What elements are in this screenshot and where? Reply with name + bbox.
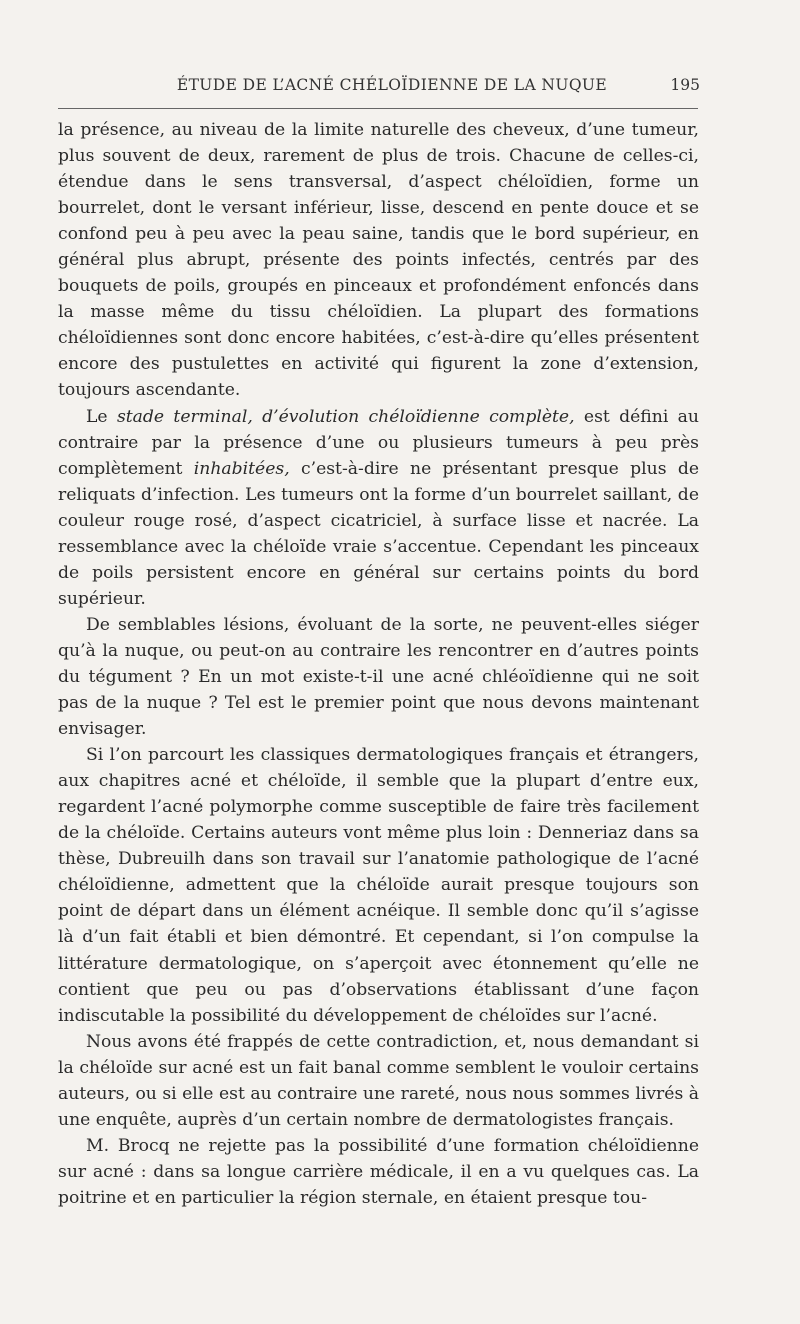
paragraph-2-part-e: c’est-à-dire ne présentant presque plus de reliquats d’infection. Les tumeurs ont la forme d’un bourrelet saillant, de couleur rouge rosé, d’aspect cicatriciel, à surface lisse et nacrée. La ressemblance avec la chéloïde vraie s’accentue. Cependant les pinceaux de poils persistent encore en général sur certains points du bord supérieur.	[58, 458, 699, 609]
paragraph-2-italic-stage: stade terminal, d’évolution chéloïdienne complète,	[116, 406, 575, 427]
header-rule	[58, 108, 698, 109]
running-title: ÉTUDE DE L’ACNÉ CHÉLOÏDIENNE DE LA NUQUE	[176, 76, 608, 94]
paragraph-5: Nous avons été frappés de cette contradiction, et, nous demandant si la chéloïde sur acné est un fait banal comme semblent le vouloir certains auteurs, ou si elle est au contraire une rareté, nous nous sommes livrés à une enquête, auprès d’un certain nombre de dermatologistes français.	[58, 1031, 699, 1130]
paragraph-2-part-c: est défini au contraire par la présence d’une ou plusieurs tumeurs à peu près complètement	[58, 406, 699, 479]
paragraph-2-italic-inhabitees: inhabitées,	[193, 458, 290, 479]
running-head	[84, 74, 700, 96]
paragraph-2-part-a: Le	[86, 406, 117, 427]
text-body	[58, 117, 699, 1211]
paragraph-1: la présence, au niveau de la limite naturelle des cheveux, d’une tumeur, plus souvent de deux, rarement de plus de trois. Chacune de celles-ci, étendue dans le sens transversal, d’aspect chéloïdien, forme un bourrelet, dont le versant inférieur, lisse, descend en pente douce et se confond peu à peu avec la peau saine, tandis que le bord supérieur, en général plus abrupt, présente des points infectés, centrés par des bouquets de poils, groupés en pinceaux et profondément enfoncés dans la masse même du tissu chéloïdien. La plupart des formations chéloïdiennes sont donc encore habitées, c’est-à-dire qu’elles présentent encore des pustulettes en activité qui figurent la zone d’extension, toujours ascendante.	[58, 120, 699, 401]
page-number: 195	[670, 76, 700, 94]
paragraph-6: M. Brocq ne rejette pas la possibilité d’une formation chéloïdienne sur acné : dans sa longue carrière médicale, il en a vu quelques cas. La poitrine et en particulier la région sternale, en étaient presque tou-	[58, 1135, 699, 1208]
paragraph-4: Si l’on parcourt les classiques dermatologiques français et étrangers, aux chapitres acné et chéloïde, il semble que la plupart d’entre eux, regardent l’acné polymorphe comme susceptible de faire très facilement de la chéloïde. Certains auteurs vont même plus loin : Denneriaz dans sa thèse, Dubreuilh dans son travail sur l’anatomie pathologique de l’acné chéloïdienne, admettent que la chéloïde aurait presque toujours son point de départ dans un élément acnéique. Il semble donc qu’il s’agisse là d’un fait établi et bien démontré. Et cependant, si l’on compulse la littérature dermatologique, on s’aperçoit avec étonnement qu’elle ne contient que peu ou pas d’observations établissant d’une façon indiscutable la possibilité du développement de chéloïdes sur l’acné.	[58, 745, 699, 1026]
paragraph-3: De semblables lésions, évoluant de la sorte, ne peuvent-elles siéger qu’à la nuque, ou peut-on au contraire les rencontrer en d’autres points du tégument ? En un mot existe-t-il une acné chléoïdienne qui ne soit pas de la nuque ? Tel est le premier point que nous devons maintenant envisager.	[58, 614, 699, 740]
paragraph-2	[58, 404, 699, 612]
